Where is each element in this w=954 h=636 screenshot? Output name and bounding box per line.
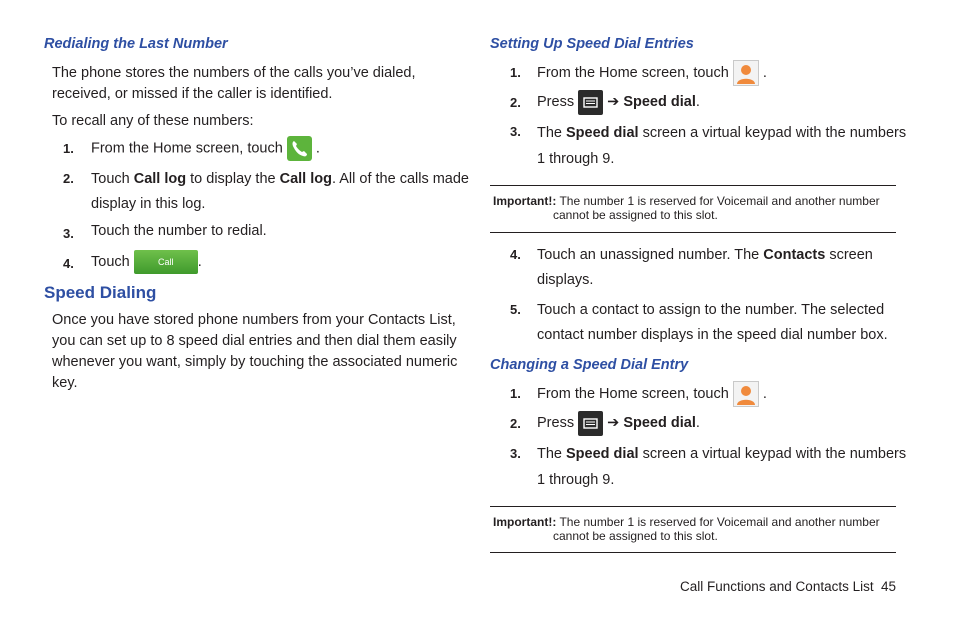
step-text: . [762, 386, 767, 402]
divider [490, 506, 896, 507]
important-text: The number 1 is reserved for Voicemail and another number [559, 515, 880, 529]
step-text: . [762, 65, 767, 81]
step-text-row [537, 60, 767, 86]
para-line: whenever you want, simply by touching the associated numeric [52, 354, 458, 370]
divider [490, 232, 896, 233]
step-text: Touch [91, 254, 130, 270]
step-text: From the Home screen, touch [91, 140, 283, 157]
step-number: 3. [510, 124, 521, 139]
step-number: 1. [510, 386, 521, 401]
step-number: 1. [63, 141, 74, 156]
step-number: 2. [510, 95, 521, 110]
step-number: 2. [510, 416, 521, 431]
speed-dial-term: Speed dial [623, 415, 696, 431]
important-text: cannot be assigned to this slot. [553, 529, 718, 543]
divider [490, 185, 896, 186]
paragraph-speed-dialing [52, 310, 457, 394]
step-text: . [315, 140, 320, 157]
step-text: display in this log. [91, 196, 206, 212]
speed-dial-term: Speed dial [566, 446, 639, 462]
step-number: 4. [510, 247, 521, 262]
step-text: Touch an unassigned number. The [537, 247, 764, 263]
step-1-text [91, 136, 320, 164]
step-4-text [91, 249, 202, 275]
step-number: 2. [63, 171, 74, 186]
step-text-row [537, 298, 888, 348]
step-text: Press [537, 415, 575, 431]
important-label: Important!: [493, 515, 557, 529]
important-label: Important!: [493, 194, 557, 208]
para-line: The phone stores the numbers of the calls you’ve dialed, [52, 65, 416, 81]
section-heading-redialing: Redialing the Last Number [44, 36, 228, 52]
important-note [493, 515, 880, 543]
step-number: 4. [63, 256, 74, 271]
call-log-term: Call log [279, 171, 332, 187]
step-text: . [695, 94, 700, 110]
arrow-icon: ➔ [607, 415, 620, 431]
step-text-row [537, 243, 873, 293]
step-2-text [91, 167, 469, 217]
contacts-icon[interactable] [733, 381, 759, 407]
step-text: . [197, 254, 202, 270]
contacts-icon[interactable] [733, 60, 759, 86]
step-text: 1 through 9. [537, 151, 615, 167]
arrow-icon: ➔ [607, 94, 620, 110]
step-text-row [537, 89, 700, 115]
step-text: The [537, 125, 567, 141]
call-button[interactable]: Call [134, 250, 198, 274]
step-3-text: Touch the number to redial. [91, 223, 267, 239]
page-number: 45 [881, 579, 897, 594]
menu-key-icon[interactable] [578, 411, 603, 436]
para-line: key. [52, 375, 78, 391]
step-text: Touch a contact to assign to the number. The selected [537, 302, 885, 318]
step-text: . All of the calls made [331, 171, 469, 187]
menu-key-icon[interactable] [578, 90, 603, 115]
step-text: screen a virtual keypad with the numbers [638, 446, 907, 462]
paragraph-recall: To recall any of these numbers: [52, 113, 254, 129]
divider [490, 552, 896, 553]
call-log-term: Call log [133, 171, 187, 187]
step-number: 3. [510, 446, 521, 461]
section-heading-changing: Changing a Speed Dial Entry [490, 357, 689, 373]
contacts-term: Contacts [763, 247, 826, 263]
step-text: 1 through 9. [537, 472, 615, 488]
step-text: displays. [537, 272, 594, 288]
important-text: cannot be assigned to this slot. [553, 208, 718, 222]
para-line: received, or missed if the caller is identified. [52, 86, 333, 102]
para-line: you can set up to 8 speed dial entries and then dial them easily [52, 333, 457, 349]
step-number: 3. [63, 226, 74, 241]
step-text-row [537, 381, 767, 407]
speed-dial-term: Speed dial [623, 94, 696, 110]
step-text: to display the [186, 171, 280, 187]
step-text-row [537, 441, 906, 493]
step-text-row [537, 120, 906, 172]
step-text: contact number displays in the speed dial number box. [537, 327, 888, 343]
paragraph-stores-numbers [52, 63, 416, 105]
important-text: The number 1 is reserved for Voicemail and another number [559, 194, 880, 208]
step-text: The [537, 446, 567, 462]
step-text: From the Home screen, touch [537, 386, 729, 402]
step-text-row [537, 410, 700, 436]
phone-icon[interactable] [287, 136, 312, 161]
step-number: 5. [510, 302, 521, 317]
step-text: From the Home screen, touch [537, 65, 729, 81]
step-text: screen a virtual keypad with the numbers [638, 125, 907, 141]
step-text: screen [825, 247, 873, 263]
step-text: . [695, 415, 700, 431]
step-number: 1. [510, 65, 521, 80]
section-heading-setting-up: Setting Up Speed Dial Entries [490, 36, 694, 52]
step-text: Touch [91, 171, 134, 187]
para-line: Once you have stored phone numbers from your Contacts List, [52, 312, 456, 328]
step-text: Press [537, 94, 575, 110]
footer-title: Call Functions and Contacts List [680, 579, 874, 594]
section-heading-speed-dialing: Speed Dialing [44, 283, 157, 302]
speed-dial-term: Speed dial [566, 125, 639, 141]
important-note [493, 194, 880, 222]
